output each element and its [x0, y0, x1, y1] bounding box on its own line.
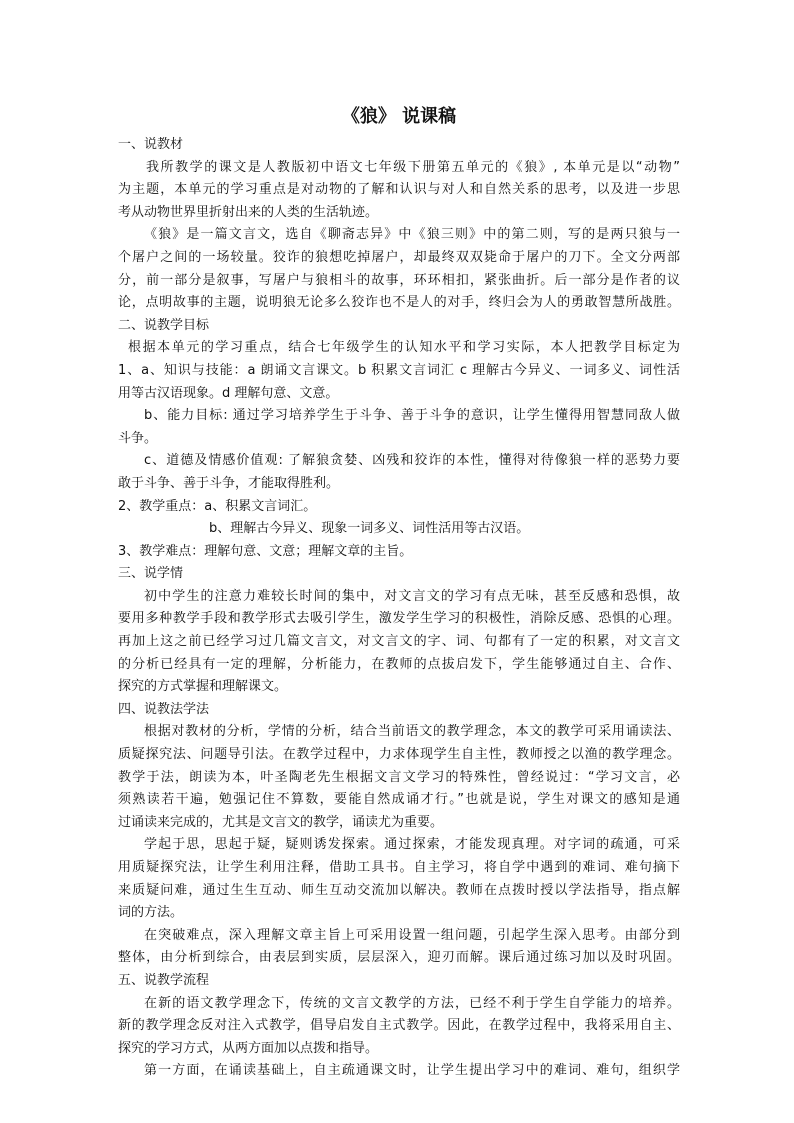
section-heading-textbook: 一、说教材 — [118, 137, 184, 152]
paragraph-line: 论，点明故事的主题，说明狼无论多么狡诈也不是人的对手，终归会为人的勇敢智慧所战胜。 — [118, 295, 680, 311]
paragraph-line: 我所教学的课文是人教版初中语文七年级下册第五单元的《狼》, 本单元是以“动物” — [146, 159, 680, 175]
paragraph-line: 个屠户之间的一场较量。狡诈的狼想吃掉屠户，却最终双双毙命于屠户的刀下。全文分两部 — [118, 249, 680, 265]
paragraph-line: 须熟读若干遍，勉强记住不算数，要能自然成诵才行。”也就是说，学生对课文的感知是通 — [118, 792, 680, 808]
paragraph-line: b、理解古今异义、现象一词多义、词性活用等古汉语。 — [209, 521, 530, 537]
paragraph-line: 探究的学习方式，从两方面加以点拨和指导。 — [118, 1040, 379, 1056]
paragraph-line: c、道德及情感价值观: 了解狼贪婪、凶残和狡诈的本性，懂得对待像狼一样的恶势力要 — [144, 453, 680, 469]
paragraph-line: 斗争。 — [118, 430, 158, 446]
paragraph-line: 新的教学理念反对注入式教学，倡导启发自主式教学。因此，在教学过程中，我将采用自主、 — [118, 1018, 680, 1034]
paragraph-line: 词的方法。 — [118, 905, 184, 921]
paragraph-line: 敢于斗争、善于斗争，才能取得胜利。 — [118, 475, 340, 491]
paragraph-line: 分，前一部分是叙事，写屠户与狼相斗的故事，环环相扣，紧张曲折。后一部分是作者的议 — [118, 272, 680, 288]
section-heading-methods: 四、说教法学法 — [118, 701, 210, 717]
paragraph-line: 质疑探究法、问题导引法。在教学过程中，力求体现学生自主性，教师授之以渔的教学理念。 — [118, 747, 680, 763]
document-title: 《狼》 说课稿 — [341, 106, 457, 127]
paragraph-line: 在新的语文教学理念下，传统的文言文教学的方法，已经不利于学生自学能力的培养。 — [144, 995, 680, 1011]
paragraph-line: 考从动物世界里折射出来的人类的生活轨迹。 — [118, 204, 379, 220]
paragraph-line: 探究的方式掌握和理解课文。 — [118, 679, 288, 695]
paragraph-line: 《狼》是一篇文言文，选自《聊斋志异》中《狼三则》中的第二则，写的是两只狼与一 — [144, 227, 680, 243]
document-page — [118, 100, 680, 1083]
paragraph-line: 为主题，本单元的学习重点是对动物的了解和认识与对人和自然关系的思考，以及进一步思 — [118, 182, 680, 198]
paragraph-line: 1、a、知识与技能：a 朗诵文言课文。b 积累文言词汇 c 理解古今异义、一词多义、词性活 — [118, 362, 680, 378]
paragraph-line: 第一方面，在诵读基础上，自主疏通课文时，让学生提出学习中的难词、难句，组织学 — [144, 1063, 680, 1079]
paragraph-line: 要用多种教学手段和教学形式去吸引学生，激发学生学习的积极性，消除反感、恐惧的心理。 — [118, 611, 680, 627]
section-heading-objectives: 二、说教学目标 — [118, 317, 210, 333]
paragraph-line: 根据本单元的学习重点，结合七年级学生的认知水平和学习实际，本人把教学目标定为 — [128, 340, 680, 356]
paragraph-line: 2、教学重点：a、积累文言词汇。 — [118, 498, 317, 514]
paragraph-line: 3、教学难点：理解句意、文意；理解文章的主旨。 — [118, 543, 413, 559]
paragraph-line: 整体，由分析到综合，由表层到实质，层层深入，迎刃而解。课后通过练习加以及时巩固。 — [118, 950, 680, 966]
paragraph-line: 用等古汉语现象。d 理解句意、文意。 — [118, 385, 339, 401]
paragraph-line: b、能力目标: 通过学习培养学生于斗争、善于斗争的意识，让学生懂得用智慧同敌人做 — [144, 408, 680, 424]
paragraph-line: 根据对教材的分析，学情的分析，结合当前语文的教学理念，本文的教学可采用诵读法、 — [144, 724, 680, 740]
section-heading-process: 五、说教学流程 — [118, 972, 210, 988]
paragraph-line: 初中学生的注意力难较长时间的集中，对文言文的学习有点无味，甚至反感和恐惧，故 — [144, 588, 680, 604]
paragraph-line: 的分析已经具有一定的理解，分析能力，在教师的点拔启发下，学生能够通过自主、合作、 — [118, 656, 680, 672]
paragraph-line: 来质疑问难，通过生生互动、师生互动交流加以解决。教师在点拨时授以学法指导，指点解 — [118, 882, 680, 898]
paragraph-line: 再加上这之前已经学习过几篇文言文，对文言文的字、词、句都有了一定的积累，对文言文 — [118, 634, 680, 650]
section-heading-students: 三、说学情 — [118, 566, 184, 582]
paragraph-line: 用质疑探究法，让学生利用注释，借助工具书。自主学习，将自学中遇到的难词、难句摘下 — [118, 860, 680, 875]
paragraph-line: 教学于法，朗读为本，叶圣陶老先生根据文言文学习的特殊性，曾经说过：“学习文言，必 — [118, 769, 680, 785]
paragraph-line: 在突破难点，深入理解文章主旨上可采用设置一组问题，引起学生深入思考。由部分到 — [144, 927, 680, 943]
paragraph-line: 过诵读来完成的，尤其是文言文的教学，诵读尤为重要。 — [118, 814, 444, 830]
paragraph-line: 学起于思，思起于疑，疑则诱发探索。通过探索，才能发现真理。对字词的疏通，可采 — [144, 837, 680, 853]
